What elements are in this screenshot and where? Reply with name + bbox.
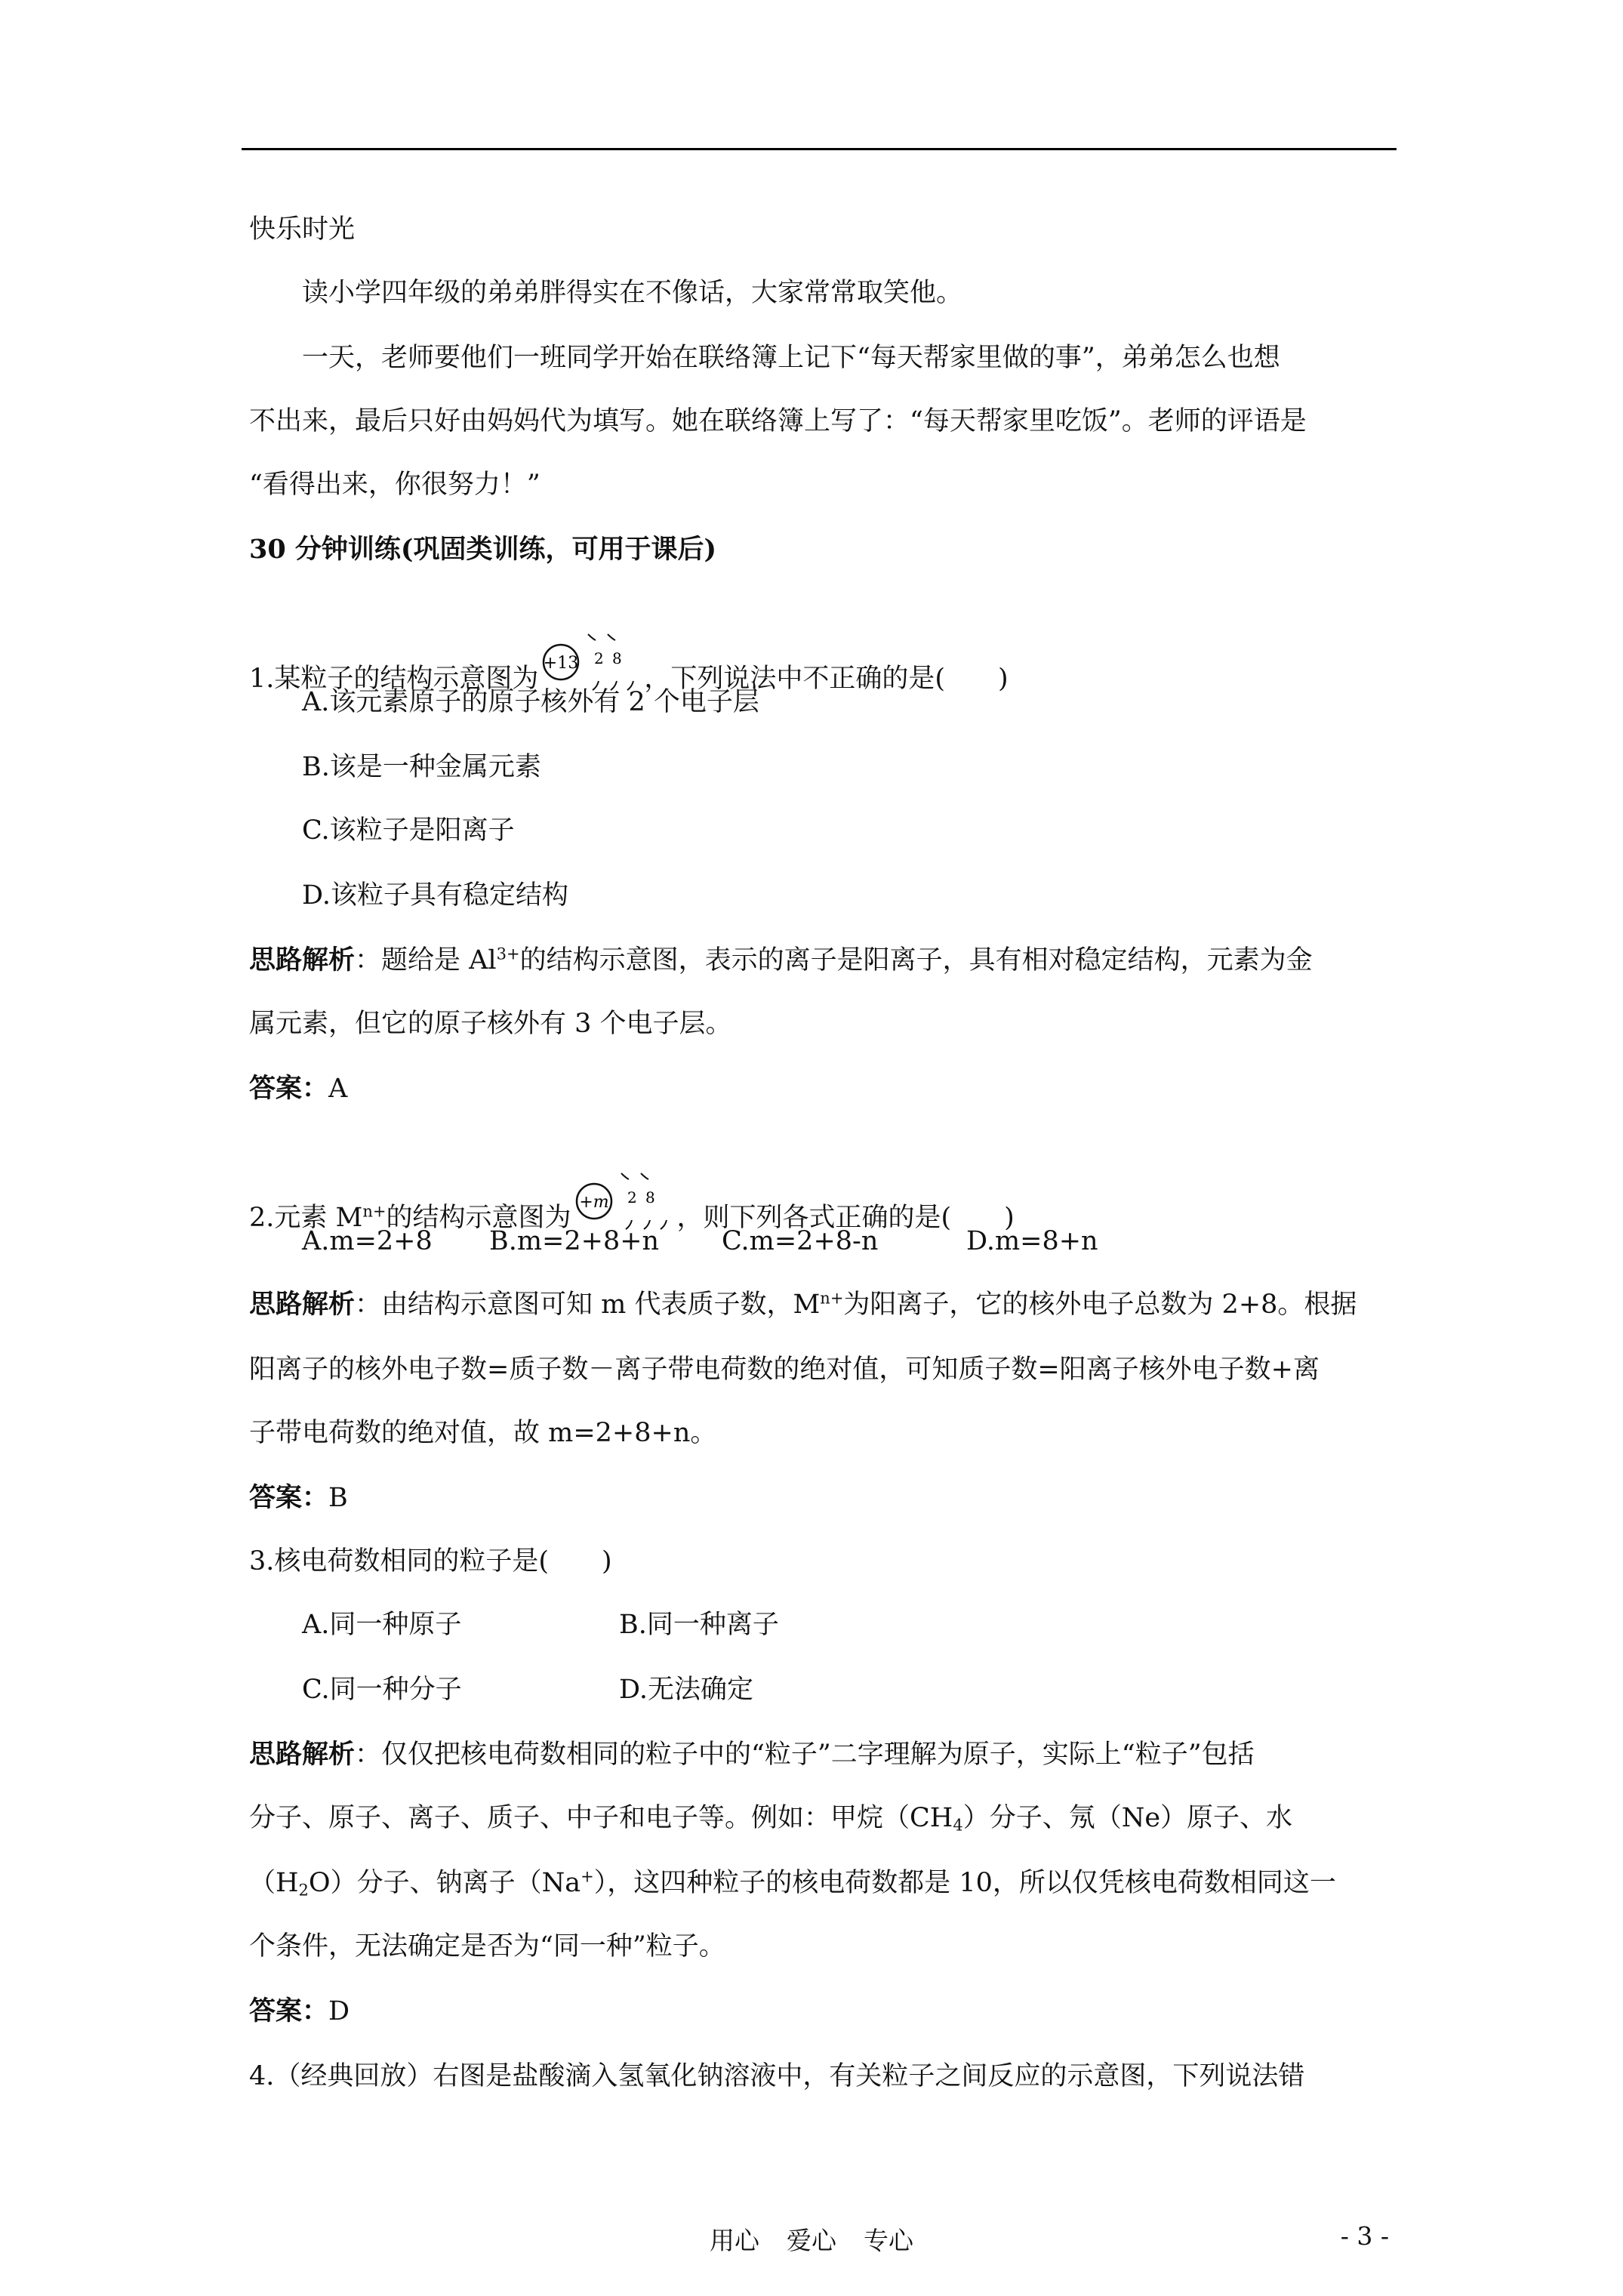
q1-option-c: C.该粒子是阳离子 — [302, 815, 515, 846]
q2-option-a: A.m=2+8 — [302, 1226, 433, 1256]
q2-analysis-line-3: 子带电荷数的绝对值，故 m=2+8+n。 — [249, 1418, 717, 1448]
q1-shell-2-count: 8 — [612, 649, 623, 667]
q1-stem-before: 1.某粒子的结构示意图为 — [249, 664, 539, 694]
q3-analysis-label: 思路解析 — [249, 1739, 356, 1770]
section-title: 快乐时光 — [249, 214, 356, 245]
q1-analysis-line-1 — [249, 944, 1313, 977]
q3-answer — [249, 1995, 350, 2028]
q1-answer-label: 答案： — [249, 1073, 329, 1104]
q2-analysis-text-a: ：由结构示意图可知 m 代表质子数，M — [355, 1290, 821, 1320]
footer-word-3: 专心 — [864, 2226, 913, 2255]
q1-analysis-sup: 3+ — [496, 945, 520, 963]
page-number: - 3 - — [1340, 2221, 1389, 2251]
q2-shell-arcs-top — [621, 1173, 648, 1179]
q2-stem-after: ，则下列各式正确的是( ) — [676, 1203, 1015, 1233]
q3-analysis-l3-sub: 2 — [298, 1881, 309, 1900]
q1-shell-1-count: 2 — [594, 649, 605, 667]
q2-analysis-text-b: 为阳离子，它的核外电子总数为 2+8。根据 — [843, 1290, 1357, 1320]
q3-analysis-line-1 — [249, 1738, 1255, 1771]
q2-analysis-label: 思路解析 — [249, 1289, 356, 1320]
q2-option-c: C.m=2+8-n — [722, 1226, 879, 1256]
q2-analysis-line-1 — [249, 1288, 1357, 1321]
q3-analysis-line-3 — [249, 1866, 1336, 1900]
footer-word-1: 用心 — [710, 2226, 759, 2255]
q1-analysis-label: 思路解析 — [249, 945, 356, 975]
q2-shell-1-count: 2 — [627, 1188, 637, 1207]
q3-analysis-text: ：仅仅把核电荷数相同的粒子中的“粒子”二字理解为原子，实际上“粒子”包括 — [355, 1740, 1255, 1770]
footer-word-2: 爱心 — [787, 2226, 836, 2255]
q2-nucleus-label: +m — [578, 1193, 609, 1212]
q2-stem-sup: n+ — [362, 1202, 387, 1221]
q3-option-a: A.同一种原子 — [302, 1610, 462, 1640]
training-title: 30 分钟训练(巩固类训练，可用于课后) — [249, 534, 717, 565]
q2-stem-b: 的结构示意图为 — [386, 1203, 571, 1233]
q1-analysis-line-2: 属元素，但它的原子核外有 3 个电子层。 — [249, 1009, 732, 1039]
story-paragraph-2-line-2: 不出来，最后只好由妈妈代为填写。她在联络簿上写了：“每天帮家里吃饭”。老师的评语是 — [249, 406, 1307, 436]
q2-answer-label: 答案： — [249, 1482, 329, 1513]
q2-analysis-line-2: 阳离子的核外电子数=质子数－离子带电荷数的绝对值，可知质子数=阳离子核外电子数+离 — [249, 1354, 1320, 1385]
q2-analysis-sup: n+ — [820, 1289, 844, 1308]
q3-analysis-l2-b: ）分子、氖（Ne）原子、水 — [962, 1803, 1293, 1833]
q2-shell-2-count: 8 — [645, 1188, 655, 1207]
q1-nucleus-label: +13 — [544, 654, 579, 673]
q1-analysis-text-b: 的结构示意图，表示的离子是阳离子，具有相对稳定结构，元素为金 — [519, 945, 1313, 975]
q2-answer — [249, 1481, 348, 1515]
q3-option-c: C.同一种分子 — [302, 1675, 462, 1705]
q3-analysis-l3-a: （H — [249, 1868, 299, 1898]
q1-option-a: A.该元素原子的原子核外有 2 个电子层 — [302, 687, 759, 717]
q2-option-d: D.m=8+n — [966, 1226, 1098, 1256]
q1-option-d: D.该粒子具有稳定结构 — [302, 880, 568, 911]
story-paragraph-2-line-1: 一天，老师要他们一班同学开始在联络簿上记下“每天帮家里做的事”，弟弟怎么也想 — [302, 343, 1280, 373]
q1-answer — [249, 1072, 347, 1105]
q2-option-b: B.m=2+8+n — [489, 1226, 660, 1256]
q3-answer-value: D — [328, 1996, 350, 2026]
q1-shell-arcs-top — [588, 634, 615, 640]
story-paragraph-1: 读小学四年级的弟弟胖得实在不像话，大家常常取笑他。 — [302, 278, 963, 308]
q3-analysis-l3-sup: + — [581, 1867, 594, 1886]
q3-option-d: D.无法确定 — [619, 1675, 753, 1705]
q2-stem-a: 2.元素 M — [249, 1203, 363, 1233]
q4-stem: 4.（经典回放）右图是盐酸滴入氢氧化钠溶液中，有关粒子之间反应的示意图，下列说法错 — [249, 2061, 1305, 2091]
header-rule — [242, 148, 1397, 150]
q1-analysis-text-a: ：题给是 Al — [355, 945, 497, 975]
q3-stem: 3.核电荷数相同的粒子是( ) — [249, 1546, 612, 1576]
q3-answer-label: 答案： — [249, 1996, 329, 2026]
q3-option-b: B.同一种离子 — [619, 1610, 779, 1640]
q3-analysis-l2-a: 分子、原子、离子、质子、中子和电子等。例如：甲烷（CH — [249, 1803, 953, 1833]
q3-analysis-l3-b: O）分子、钠离子（Na — [308, 1868, 581, 1898]
q3-analysis-line-4: 个条件，无法确定是否为“同一种”粒子。 — [249, 1931, 725, 1962]
story-paragraph-2-line-3: “看得出来，你很努力！” — [249, 470, 540, 500]
q1-stem-after: ，下列说法中不正确的是( ) — [644, 664, 1009, 694]
q2-answer-value: B — [328, 1483, 348, 1513]
q3-analysis-l2-sub: 4 — [953, 1816, 963, 1835]
q3-analysis-line-2 — [249, 1801, 1292, 1835]
q1-answer-value: A — [328, 1074, 348, 1104]
q3-analysis-l3-c: ），这四种粒子的核电荷数都是 10，所以仅凭核电荷数相同这一 — [593, 1868, 1336, 1898]
q1-option-b: B.该是一种金属元素 — [302, 752, 541, 782]
